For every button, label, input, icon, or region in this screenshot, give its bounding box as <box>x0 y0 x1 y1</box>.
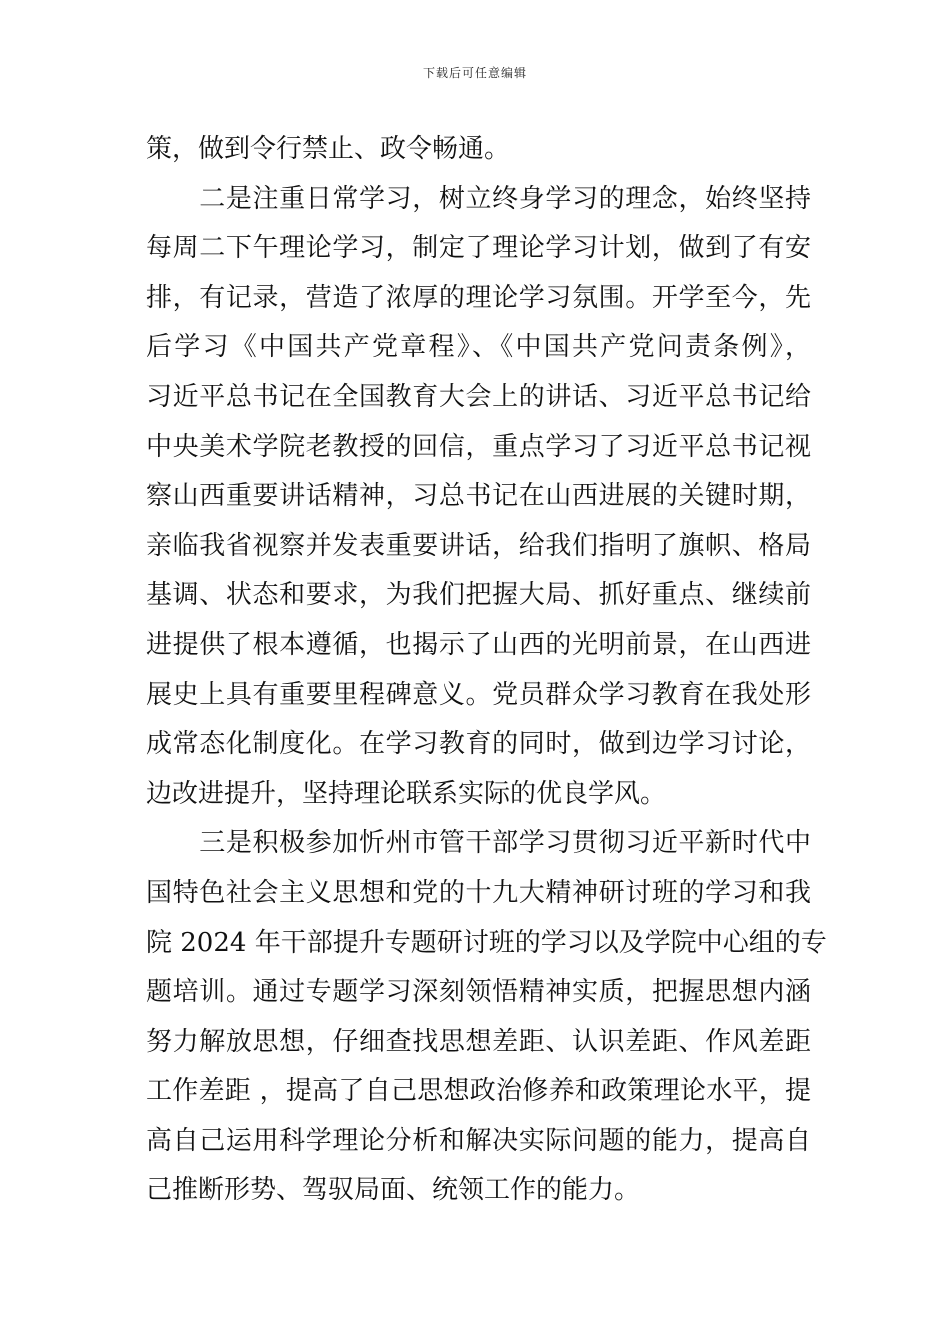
page-header: 下载后可任意编辑 <box>422 66 527 80</box>
paragraph-line: 进提供了根本遵循，也揭示了山西的光明前景，在山西进 <box>146 629 811 660</box>
paragraph-line: 己推断形势、驾驭局面、统领工作的能力。 <box>146 1175 641 1206</box>
paragraph-line: 中央美术学院老教授的回信，重点学习了习近平总书记视 <box>146 431 811 462</box>
paragraph-line: 察山西重要讲话精神，习总书记在山西进展的关键时期， <box>146 481 811 512</box>
paragraph-line: 成常态化制度化。在学习教育的同时，做到边学习讨论， <box>146 729 811 760</box>
paragraph-line: 院 2024 年干部提升专题研讨班的学习以及学院中心组的专 <box>146 927 827 958</box>
paragraph-line: 策，做到令行禁止、政令畅通。 <box>146 134 511 164</box>
paragraph-line: 排，有记录，营造了浓厚的理论学习氛围。开学至今，先 <box>146 282 811 313</box>
paragraph-line: 题培训。通过专题学习深刻领悟精神实质，把握思想内涵 <box>146 977 811 1008</box>
paragraph-line: 基调、状态和要求，为我们把握大局、抓好重点、继续前 <box>146 580 811 611</box>
paragraph-line: 国特色社会主义思想和党的十九大精神研讨班的学习和我 <box>146 877 811 908</box>
paragraph-line: 高自己运用科学理论分析和解决实际问题的能力，提高自 <box>146 1125 811 1156</box>
paragraph-line: 三是积极参加忻州市管干部学习贯彻习近平新时代中 <box>146 828 811 859</box>
paragraph-line: 后学习《中国共产党章程》、《中国共产党问责条例》， <box>146 332 811 363</box>
paragraph-line: 展史上具有重要里程碑意义。党员群众学习教育在我处形 <box>146 679 811 710</box>
paragraph-line: 二是注重日常学习，树立终身学习的理念，始终坚持 <box>146 183 811 214</box>
paragraph-line: 边改进提升，坚持理论联系实际的优良学风。 <box>146 778 667 809</box>
document-body <box>146 125 827 1216</box>
paragraph-line: 亲临我省视察并发表重要讲话，给我们指明了旗帜、格局 <box>146 530 811 561</box>
paragraph-line: 工作差距 ，提高了自己思想政治修养和政策理论水平，提 <box>146 1076 811 1107</box>
paragraph-line: 每周二下午理论学习，制定了理论学习计划，做到了有安 <box>146 233 811 264</box>
paragraph-line: 习近平总书记在全国教育大会上的讲话、习近平总书记给 <box>146 381 811 412</box>
paragraph-line: 努力解放思想，仔细查找思想差距、认识差距、作风差距 <box>146 1026 811 1057</box>
